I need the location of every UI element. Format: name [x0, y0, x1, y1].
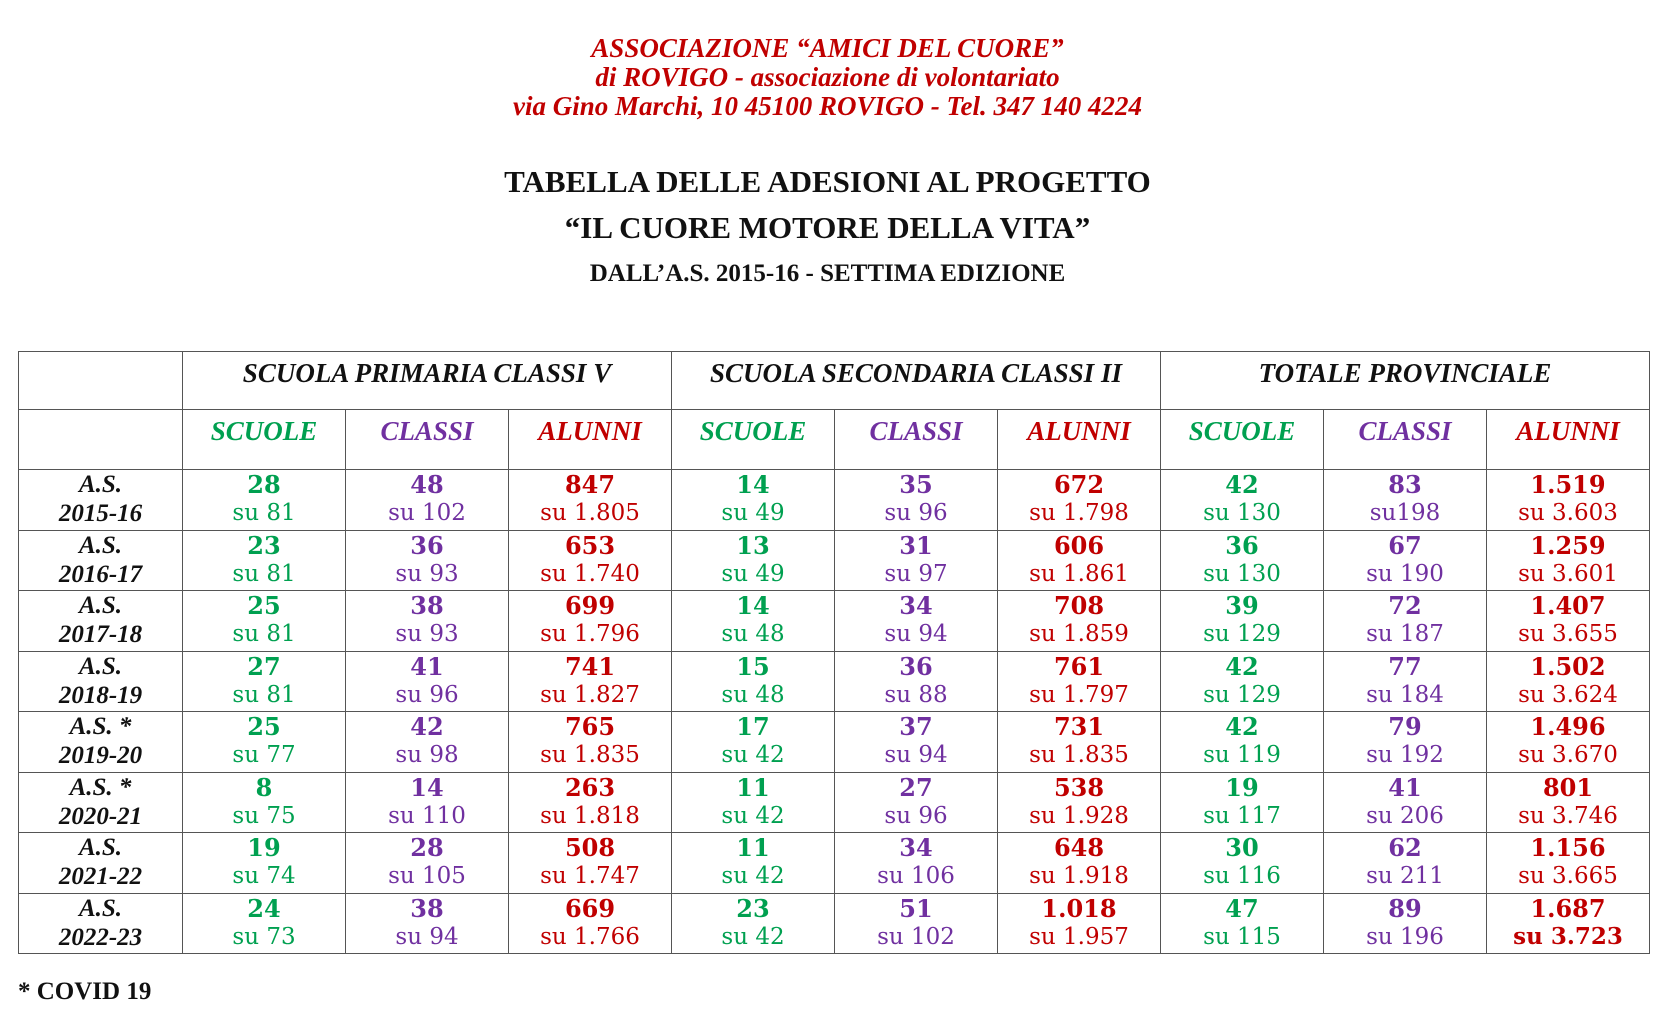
adhesion-count: 1.496 — [1530, 712, 1606, 741]
adhesion-count: 51 — [899, 893, 933, 923]
footnote: * COVID 19 — [18, 978, 152, 1005]
title-line-1: TABELLA DELLE ADESIONI AL PROGETTO — [504, 164, 1151, 199]
adhesion-count: 89 — [1388, 893, 1422, 923]
total-count: su 81 — [232, 560, 296, 587]
year-label: A.S. — [78, 834, 123, 861]
table-cell — [183, 591, 346, 652]
col-alunni: ALUNNI — [1487, 410, 1650, 470]
table-row — [19, 712, 1650, 773]
table-cell — [1324, 591, 1487, 652]
total-count: su 96 — [884, 802, 948, 829]
table-cell — [998, 530, 1161, 591]
adhesion-count: 761 — [1053, 651, 1105, 681]
adhesion-count: 77 — [1388, 651, 1422, 681]
adhesion-count: 23 — [247, 530, 281, 560]
adhesion-count: 14 — [736, 470, 770, 499]
adhesion-count: 72 — [1388, 591, 1422, 620]
adhesion-count: 39 — [1225, 591, 1259, 620]
adhesion-count: 19 — [247, 833, 281, 862]
adhesion-count: 27 — [899, 772, 933, 802]
table-cell — [1324, 651, 1487, 712]
total-count: su 75 — [232, 802, 296, 829]
year-label: A.S. — [78, 592, 123, 619]
adhesion-count: 34 — [899, 591, 933, 620]
total-count: su 1.796 — [540, 621, 640, 647]
adhesion-count: 741 — [564, 651, 616, 681]
adhesion-count: 19 — [1225, 772, 1259, 802]
table-cell — [672, 833, 835, 894]
total-count: su 129 — [1203, 681, 1281, 708]
total-count: su 81 — [232, 621, 296, 647]
table-cell — [1324, 893, 1487, 954]
table-cell — [183, 833, 346, 894]
total-count: su 187 — [1366, 621, 1444, 647]
table-cell — [1487, 651, 1650, 712]
adhesion-count: 36 — [899, 651, 933, 681]
year-value: 2019-20 — [58, 742, 143, 769]
year-label: A.S. * — [69, 713, 132, 740]
total-count: su 42 — [721, 802, 785, 829]
adhesion-count: 1.407 — [1530, 591, 1606, 620]
table-cell — [346, 893, 509, 954]
year-label: A.S. — [78, 471, 123, 498]
year-cell — [19, 893, 183, 954]
group-totale: TOTALE PROVINCIALE — [1161, 352, 1650, 410]
table-cell — [998, 833, 1161, 894]
adhesion-table — [18, 351, 1650, 954]
total-count: su 73 — [232, 923, 296, 950]
adhesion-count: 36 — [1225, 530, 1259, 560]
total-count: su 130 — [1203, 560, 1281, 587]
table-cell — [183, 530, 346, 591]
adhesion-count: 11 — [736, 833, 770, 862]
table-row — [19, 893, 1650, 954]
year-cell — [19, 712, 183, 773]
total-count: su 1.928 — [1029, 802, 1129, 829]
total-count: su 77 — [232, 742, 296, 768]
association-address: via Gino Marchi, 10 45100 ROVIGO - Tel. 347 140 4224 — [512, 91, 1143, 121]
total-count: su 93 — [395, 560, 459, 587]
total-count: su 102 — [877, 923, 955, 950]
total-count: su 1.957 — [1029, 923, 1129, 950]
total-count: su 1.835 — [540, 742, 640, 768]
year-cell — [19, 772, 183, 833]
year-cell — [19, 833, 183, 894]
table-cell — [835, 712, 998, 773]
col-classi: CLASSI — [346, 410, 509, 470]
total-count: su 190 — [1366, 560, 1444, 587]
adhesion-count: 62 — [1388, 833, 1422, 862]
adhesion-count: 731 — [1053, 712, 1105, 741]
table-cell — [1324, 833, 1487, 894]
total-count: su 1.798 — [1029, 500, 1129, 526]
year-value: 2016-17 — [58, 560, 143, 588]
adhesion-count: 1.687 — [1530, 893, 1606, 923]
table-cell — [183, 772, 346, 833]
table-cell — [672, 712, 835, 773]
total-count: su 196 — [1366, 923, 1444, 950]
total-count: su 81 — [232, 500, 296, 526]
total-count: su 1.747 — [540, 863, 640, 889]
adhesion-count: 11 — [736, 772, 770, 802]
adhesion-count: 41 — [1388, 772, 1422, 802]
table-cell — [509, 470, 672, 531]
table-cell — [1161, 530, 1324, 591]
association-header — [0, 34, 1655, 121]
adhesion-count: 13 — [736, 530, 770, 560]
table-cell — [835, 591, 998, 652]
adhesion-count: 1.259 — [1530, 530, 1606, 560]
adhesion-count: 25 — [247, 712, 281, 741]
total-count: su 1.861 — [1029, 560, 1129, 587]
table-body — [19, 470, 1650, 954]
table-row — [19, 772, 1650, 833]
table-cell — [835, 470, 998, 531]
table-cell — [672, 470, 835, 531]
table-cell — [509, 712, 672, 773]
adhesion-count: 38 — [410, 893, 444, 923]
total-count: su 98 — [395, 742, 459, 768]
total-count: su 184 — [1366, 681, 1444, 708]
year-cell — [19, 470, 183, 531]
total-count: su 116 — [1203, 863, 1281, 889]
year-cell — [19, 530, 183, 591]
table-cell — [1161, 470, 1324, 531]
adhesion-count: 8 — [255, 772, 273, 802]
year-label: A.S. — [78, 531, 123, 559]
association-subtitle: di ROVIGO - associazione di volontariato — [595, 62, 1060, 92]
adhesion-count: 263 — [564, 772, 616, 802]
adhesion-count: 42 — [1225, 712, 1259, 741]
table-cell — [1324, 772, 1487, 833]
adhesion-count: 41 — [410, 651, 444, 681]
total-count: su 105 — [388, 863, 466, 889]
total-count: su 3.746 — [1518, 802, 1618, 829]
corner-cell — [19, 410, 183, 470]
table-cell — [835, 772, 998, 833]
total-count: su 192 — [1366, 742, 1444, 768]
table-cell — [1161, 893, 1324, 954]
adhesion-count: 1.502 — [1530, 651, 1606, 681]
group-header-row — [19, 352, 1650, 410]
total-count: su 1.859 — [1029, 621, 1129, 647]
table-cell — [1324, 530, 1487, 591]
adhesion-count: 699 — [564, 591, 616, 620]
adhesion-count: 48 — [410, 470, 444, 499]
adhesion-count: 17 — [736, 712, 770, 741]
adhesion-count: 34 — [899, 833, 933, 862]
table-cell — [1161, 772, 1324, 833]
total-count: su 93 — [395, 621, 459, 647]
adhesion-count: 30 — [1225, 833, 1259, 862]
association-name: ASSOCIAZIONE “AMICI DEL CUORE” — [591, 33, 1064, 63]
table-cell — [1324, 470, 1487, 531]
adhesion-count: 606 — [1053, 530, 1105, 560]
adhesion-count: 25 — [247, 591, 281, 620]
total-count: su 3.723 — [1513, 922, 1623, 950]
adhesion-count: 23 — [736, 893, 770, 923]
table-cell — [998, 470, 1161, 531]
table-cell — [835, 651, 998, 712]
total-count: su 3.655 — [1518, 621, 1618, 647]
year-cell — [19, 591, 183, 652]
year-value: 2015-16 — [58, 500, 143, 527]
table-cell — [1487, 772, 1650, 833]
table-cell — [183, 712, 346, 773]
adhesion-count: 1.519 — [1530, 470, 1606, 499]
table-cell — [672, 772, 835, 833]
adhesion-count: 672 — [1053, 470, 1105, 499]
adhesion-count: 653 — [564, 530, 616, 560]
year-cell — [19, 651, 183, 712]
table-cell — [1161, 651, 1324, 712]
adhesion-count: 83 — [1388, 470, 1422, 499]
total-count: su 49 — [721, 560, 785, 587]
total-count: su 42 — [721, 742, 785, 768]
adhesion-count: 42 — [410, 712, 444, 741]
col-classi: CLASSI — [1324, 410, 1487, 470]
col-classi: CLASSI — [835, 410, 998, 470]
table-cell — [346, 591, 509, 652]
adhesion-count: 28 — [410, 833, 444, 862]
adhesion-count: 24 — [247, 893, 281, 923]
year-value: 2017-18 — [58, 621, 143, 648]
total-count: su 106 — [877, 863, 955, 889]
year-value: 2022-23 — [58, 923, 143, 951]
table-cell — [672, 530, 835, 591]
table-cell — [183, 893, 346, 954]
table-row — [19, 470, 1650, 531]
table-cell — [998, 651, 1161, 712]
adhesion-count: 79 — [1388, 712, 1422, 741]
adhesion-count: 508 — [564, 833, 616, 862]
table-cell — [1161, 591, 1324, 652]
table-cell — [998, 893, 1161, 954]
adhesion-count: 42 — [1225, 651, 1259, 681]
table-cell — [672, 893, 835, 954]
total-count: su 1.797 — [1029, 681, 1129, 708]
year-label: A.S. — [78, 652, 123, 680]
adhesion-count: 669 — [564, 893, 616, 923]
col-scuole: SCUOLE — [1161, 410, 1324, 470]
table-cell — [509, 591, 672, 652]
total-count: su 1.740 — [540, 560, 640, 587]
total-count: su 1.805 — [540, 500, 640, 526]
year-value: 2018-19 — [58, 681, 143, 709]
table-cell — [835, 530, 998, 591]
adhesion-count: 31 — [899, 530, 933, 560]
table-cell — [998, 591, 1161, 652]
total-count: su 119 — [1203, 742, 1281, 768]
total-count: su 3.624 — [1518, 681, 1618, 708]
adhesion-count: 36 — [410, 530, 444, 560]
table-cell — [183, 651, 346, 712]
title-line-2: “IL CUORE MOTORE DELLA VITA” — [564, 210, 1091, 245]
adhesion-count: 765 — [564, 712, 616, 741]
total-count: su 3.670 — [1518, 742, 1618, 768]
table-cell — [346, 772, 509, 833]
table-cell — [998, 712, 1161, 773]
corner-cell — [19, 352, 183, 410]
table-cell — [1487, 470, 1650, 531]
table-cell — [1324, 712, 1487, 773]
total-count: su 3.603 — [1518, 500, 1618, 526]
table-cell — [346, 833, 509, 894]
adhesion-count: 14 — [736, 591, 770, 620]
total-count: su 129 — [1203, 621, 1281, 647]
adhesion-count: 15 — [736, 651, 770, 681]
total-count: su 1.835 — [1029, 742, 1129, 768]
total-count: su 42 — [721, 923, 785, 950]
table-cell — [1487, 893, 1650, 954]
table-cell — [672, 651, 835, 712]
total-count: su 48 — [721, 621, 785, 647]
table-cell — [509, 651, 672, 712]
year-label: A.S. * — [69, 773, 132, 801]
total-count: su 117 — [1203, 802, 1281, 829]
total-count: su 88 — [884, 681, 948, 708]
total-count: su 1.766 — [540, 923, 640, 950]
adhesion-count: 47 — [1225, 893, 1259, 923]
table-cell — [1487, 712, 1650, 773]
total-count: su 3.665 — [1518, 863, 1618, 889]
total-count: su 115 — [1203, 923, 1281, 950]
table-cell — [835, 893, 998, 954]
table-cell — [1487, 833, 1650, 894]
total-count: su 130 — [1203, 500, 1281, 526]
adhesion-count: 35 — [899, 470, 933, 499]
total-count: su 42 — [721, 863, 785, 889]
table-cell — [1161, 712, 1324, 773]
adhesion-count: 67 — [1388, 530, 1422, 560]
adhesion-count: 38 — [410, 591, 444, 620]
total-count: su 48 — [721, 681, 785, 708]
total-count: su 97 — [884, 560, 948, 587]
adhesion-count: 538 — [1053, 772, 1105, 802]
total-count: su 74 — [232, 863, 296, 889]
group-primaria: SCUOLA PRIMARIA CLASSI V — [183, 352, 672, 410]
sub-header-row — [19, 410, 1650, 470]
table-cell — [509, 893, 672, 954]
adhesion-count: 708 — [1053, 591, 1105, 620]
total-count: su 1.818 — [540, 802, 640, 829]
adhesion-count: 648 — [1053, 833, 1105, 862]
table-cell — [346, 470, 509, 531]
table-cell — [1487, 530, 1650, 591]
table-cell — [183, 470, 346, 531]
table-row — [19, 651, 1650, 712]
table-row — [19, 530, 1650, 591]
table-cell — [346, 712, 509, 773]
table-cell — [1487, 591, 1650, 652]
col-scuole: SCUOLE — [183, 410, 346, 470]
col-alunni: ALUNNI — [509, 410, 672, 470]
adhesion-count: 37 — [899, 712, 933, 741]
table-row — [19, 591, 1650, 652]
table-cell — [509, 772, 672, 833]
total-count: su 94 — [884, 621, 948, 647]
table-row — [19, 833, 1650, 894]
table-cell — [346, 530, 509, 591]
total-count: su 206 — [1366, 802, 1444, 829]
total-count: su 96 — [395, 681, 459, 708]
total-count: su 3.601 — [1518, 560, 1618, 587]
adhesion-count: 42 — [1225, 470, 1259, 499]
table-cell — [509, 530, 672, 591]
total-count: su 211 — [1366, 863, 1444, 889]
total-count: su 1.827 — [540, 681, 640, 708]
table-cell — [835, 833, 998, 894]
total-count: su 96 — [884, 500, 948, 526]
title-line-3: DALL’A.S. 2015-16 - SETTIMA EDIZIONE — [589, 260, 1066, 287]
adhesion-count: 1.018 — [1041, 893, 1117, 923]
year-label: A.S. — [78, 894, 123, 922]
table-cell — [672, 591, 835, 652]
adhesion-count: 27 — [247, 651, 281, 681]
adhesion-count: 1.156 — [1530, 833, 1606, 862]
group-secondaria: SCUOLA SECONDARIA CLASSI II — [672, 352, 1161, 410]
col-alunni: ALUNNI — [998, 410, 1161, 470]
total-count: su 102 — [388, 500, 466, 526]
total-count: su 110 — [388, 802, 466, 829]
total-count: su 1.918 — [1029, 863, 1129, 889]
total-count: su 94 — [395, 923, 459, 950]
total-count: su 94 — [884, 742, 948, 768]
adhesion-count: 14 — [410, 772, 444, 802]
adhesion-count: 847 — [564, 470, 616, 499]
total-count: su198 — [1369, 500, 1441, 526]
total-count: su 49 — [721, 500, 785, 526]
year-value: 2020-21 — [58, 802, 143, 830]
table-cell — [346, 651, 509, 712]
year-value: 2021-22 — [58, 863, 143, 890]
adhesion-count: 28 — [247, 470, 281, 499]
table-cell — [1161, 833, 1324, 894]
col-scuole: SCUOLE — [672, 410, 835, 470]
total-count: su 81 — [232, 681, 296, 708]
table-cell — [509, 833, 672, 894]
adhesion-count: 801 — [1542, 772, 1594, 802]
table-cell — [998, 772, 1161, 833]
